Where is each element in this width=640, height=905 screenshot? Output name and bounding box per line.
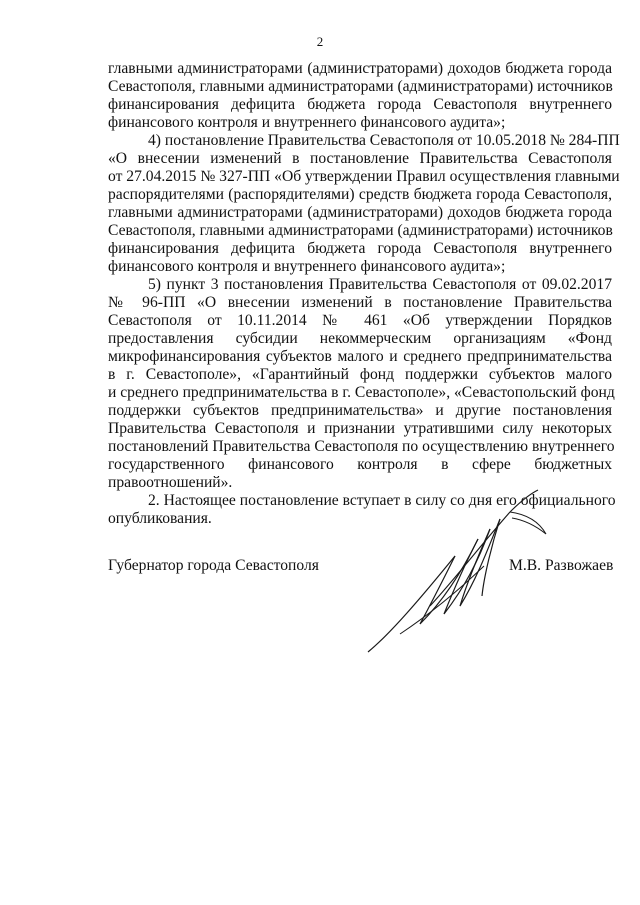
text-line: «О внесении изменений в постановление Правительства Севастополя (108, 150, 612, 167)
text-line: правоотношений». (108, 474, 233, 491)
document-body (108, 60, 620, 528)
text-line: 2. Настоящее постановление вступает в силу со дня его официального (148, 492, 616, 509)
text-line: в г. Севастополе», «Гарантийный фонд поддержки субъектов малого (108, 366, 612, 383)
page-number: 2 (316, 34, 324, 49)
text-line: микрофинансирования субъектов малого и среднего предпринимательства (108, 348, 612, 365)
text-line: от 27.04.2015 № 327-ПП «Об утверждении Правил осуществления главными (108, 168, 620, 185)
text-line: Севастополя от 10.11.2014 № 461 «Об утверждении Порядков (108, 312, 612, 329)
text-line: Севастополя, главными администраторами (администраторами) источников (108, 222, 613, 239)
text-line: 5) пункт 3 постановления Правительства Севастополя от 09.02.2017 (148, 276, 612, 293)
text-line: финансирования дефицита бюджета города Севастополя внутреннего (108, 240, 612, 257)
text-line: распорядителями (распорядителями) средств бюджета города Севастополя, (108, 186, 612, 203)
text-line: финансового контроля и внутреннего финансового аудита»; (108, 114, 506, 131)
text-line: № 96-ПП «О внесении изменений в постановление Правительства (108, 294, 612, 311)
text-line: главными администраторами (администраторами) доходов бюджета города (108, 60, 612, 77)
text-line: финансирования дефицита бюджета города Севастополя внутреннего (108, 96, 612, 113)
text-line: поддержки субъектов предпринимательства» и другие постановления (108, 402, 612, 419)
text-line: постановлений Правительства Севастополя по осуществлению внутреннего (108, 438, 615, 455)
text-line: Севастополя, главными администраторами (администраторами) источников (108, 78, 613, 95)
text-line: Правительства Севастополя и признании утратившими силу некоторых (108, 420, 612, 437)
text-line: предоставления субсидии некоммерческим организациям «Фонд (108, 330, 612, 347)
text-line: финансового контроля и внутреннего финансового аудита»; (108, 258, 506, 275)
text-line: и среднего предпринимательства в г. Севастополе», «Севастопольский фонд (108, 384, 615, 401)
signatory-title: Губернатор города Севастополя (108, 557, 319, 574)
text-line: государственного финансового контроля в сфере бюджетных (108, 456, 612, 473)
text-line: опубликования. (108, 510, 212, 527)
text-line: главными администраторами (администраторами) доходов бюджета города (108, 204, 612, 221)
text-line: 4) постановление Правительства Севастополя от 10.05.2018 № 284-ПП (148, 132, 620, 149)
signatory-name: М.В. Развожаев (509, 557, 614, 574)
handwritten-signature (360, 484, 610, 664)
